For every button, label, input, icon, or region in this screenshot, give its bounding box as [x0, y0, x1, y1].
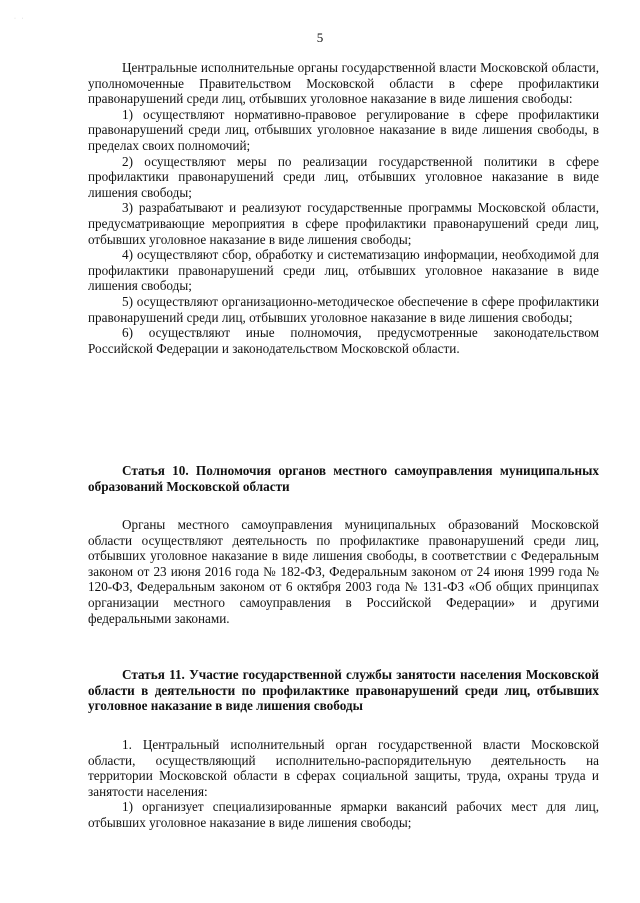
scan-specks: · · — [14, 16, 26, 22]
paragraph-item-3: 3) разрабатывают и реализуют государственные программы Московской области, предусматривающие мероприятия в сфере профилактики правонарушений среди лиц, отбывших уголовное наказание в виде лишения свободы; — [88, 200, 599, 247]
paragraph-item-4: 4) осуществляют сбор, обработку и систематизацию информации, необходимой для профилактики правонарушений среди лиц, отбывших уголовное наказание в виде лишения свободы; — [88, 247, 599, 294]
article-10 — [88, 463, 599, 494]
paragraph-item-5: 5) осуществляют организационно-методическое обеспечение в сфере профилактики правонарушений среди лиц, отбывших уголовное наказание в виде лишения свободы; — [88, 293, 599, 325]
article-10-body — [88, 517, 599, 626]
powers-section — [88, 60, 599, 356]
article-11-heading: Статья 11. Участие государственной службы занятости населения Московской области в деятельности по профилактике правонарушений среди лиц, отбывших уголовное наказание в виде лишения свободы — [88, 667, 599, 714]
article-10-text: Органы местного самоуправления муниципальных образований Московской области осуществляют деятельность по профилактике правонарушений среди лиц, отбывших уголовное наказание в виде лишения свободы, в соответствии с Федеральным законом от 23 июня 2016 года № 182-ФЗ, Федеральным законом от 24 июня 1999 года № 120-ФЗ, Федеральным законом от 6 октября 2003 года № 131-ФЗ «Об общих принципах организации местного самоуправления в Российской Федерации» и другими федеральными законами. — [88, 517, 599, 626]
paragraph-item-1: 1) осуществляют нормативно-правовое регулирование в сфере профилактики правонарушений среди лиц, отбывших уголовное наказание в виде лишения свободы, в пределах своих полномочий; — [88, 106, 599, 153]
article-10-heading: Статья 10. Полномочия органов местного самоуправления муниципальных образований Московской области — [88, 463, 599, 494]
article-11-body — [88, 737, 599, 831]
paragraph-intro: Центральные исполнительные органы государственной власти Московской области, уполномоченные Правительством Московской области в сфере профилактики правонарушений среди лиц, отбывших уголовное наказание в виде лишения свободы: — [88, 60, 599, 107]
article-11 — [88, 667, 599, 714]
page-number: 5 — [316, 30, 324, 45]
paragraph-item-6: 6) осуществляют иные полномочия, предусмотренные законодательством Российской Федерации и законодательством Московской области. — [88, 325, 599, 356]
article-11-paragraph-1: 1. Центральный исполнительный орган государственной власти Московской области, осуществляющий исполнительно-распорядительную деятельность на территории Московской области в сферах социальной защиты, труда, охраны труда и занятости населения: — [88, 737, 599, 799]
article-11-item-1: 1) организует специализированные ярмарки вакансий рабочих мест для лиц, отбывших уголовное наказание в виде лишения свободы; — [88, 799, 599, 830]
paragraph-item-2: 2) осуществляют меры по реализации государственной политики в сфере профилактики правонарушений среди лиц, отбывших уголовное наказание в виде лишения свободы; — [88, 153, 599, 200]
